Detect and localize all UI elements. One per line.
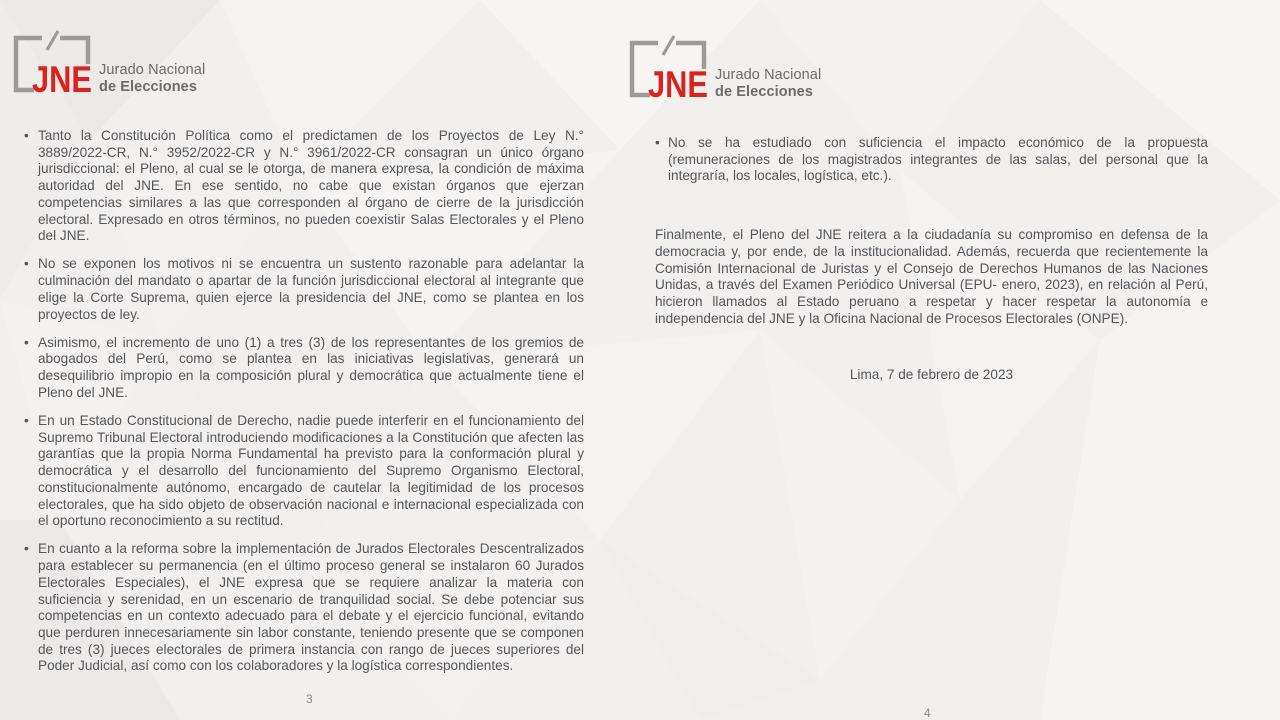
right-page-body — [655, 135, 1208, 384]
bullet-list — [22, 128, 584, 675]
page-number: 4 — [924, 706, 931, 720]
ballot-box-icon — [628, 35, 723, 105]
jne-logo — [12, 30, 252, 102]
bullet-item: • No se ha estudiado con suficiencia el impacto económico de la propuesta (remuneraciones de los magistrados integrantes de las salas, del personal que la integraría, los locales, logística, etc.). — [655, 135, 1208, 185]
logo-name-line1: Jurado Nacional — [715, 67, 822, 83]
bullet-item: • Asimismo, el incremento de uno (1) a tres (3) de los representantes de los gremios de abogados del Perú, como se plantea en las iniciativas legislativas, generará un desequilibrio impropio en la composición plural y democrática que actualmente tiene el Pleno del JNE. — [22, 335, 584, 402]
bullet-item: • En un Estado Constitucional de Derecho, nadie puede interferir en el funcionamiento del Supremo Tribunal Electoral introduciendo modificaciones a la Constitución que afecten las garantías que la propia Norma Fundamental ha previsto para la conformación plural y democrática y el desarrollo del funcionamiento del Supremo Organismo Electoral, constitucionalmente autónomo, encargado de cautelar la legitimidad de los procesos electorales, que ha sido objeto de observación nacional e internacional especializada con el oportuno reconocimiento a su rectitud. — [22, 413, 584, 530]
jne-acronym: JNE — [32, 59, 92, 100]
logo-name-line2: de Elecciones — [99, 78, 198, 95]
left-page-body — [22, 128, 584, 687]
dateline: Lima, 7 de febrero de 2023 — [849, 367, 1014, 383]
logo-wordmark — [715, 67, 821, 101]
bullet-list — [655, 135, 1208, 185]
logo-wordmark — [99, 62, 205, 96]
ballot-box-icon — [12, 30, 107, 100]
jne-acronym: JNE — [648, 64, 708, 105]
closing-paragraph: Finalmente, el Pleno del JNE reitera a la ciudadanía su compromiso en defensa de la democracia y, por ende, de la institucionalidad. Además, recuerda que recientemente la Comisión Internacional de Juristas y el Consejo de Derechos Humanos de las Naciones Unidas, a través del Examen Periódico Universal (EPU- enero, 2023), en relación al Perú, hicieron llamados al Estado peruano a respetar y hacer respetar la autonomía e independencia del JNE y la Oficina Nacional de Procesos Electorales (ONPE). — [655, 227, 1208, 326]
bullet-item: • En cuanto a la reforma sobre la implementación de Jurados Electorales Descentralizados para establecer su permanencia (en el último proceso general se instalaron 60 Jurados Electorales Especiales), el JNE expresa que se requiere analizar la materia con suficiencia y serenidad, en un escenario de tranquilidad social. Se debe potenciar sus competencias en un contexto adecuado para el debate y el ejercicio funcional, evitando que perduren innecesariamente sin labor constante, teniendo presente que se componen de tres (3) jueces electorales de primera instancia con rango de jueces superiores del Poder Judicial, así como con los colaboradores y la logística correspondientes. — [22, 541, 584, 675]
logo-name-line1: Jurado Nacional — [99, 62, 206, 78]
jne-logo — [628, 35, 868, 107]
logo-name-line2: de Elecciones — [715, 83, 814, 100]
bullet-item: • Tanto la Constitución Política como el predictamen de los Proyectos de Ley N.° 3889/2022-CR, N.° 3952/2022-CR y N.° 3961/2022-CR consagran un único órgano jurisdiccional: el Pleno, al cual se le otorga, de manera expresa, la condición de máxima autoridad del JNE. En ese sentido, no cabe que existan órganos que ejerzan competencias similares a las que corresponden al órgano de cierre de la jurisdicción electoral. Expresado en otros términos, no pueden coexistir Salas Electorales y el Pleno del JNE. — [22, 128, 584, 245]
bullet-item: • No se exponen los motivos ni se encuentra un sustento razonable para adelantar la culminación del mandato o apartar de la función jurisdiccional electoral al integrante que elige la Corte Suprema, quien ejerce la presidencia del JNE, como se plantea en los proyectos de ley. — [22, 256, 584, 323]
page-number: 3 — [306, 692, 313, 706]
